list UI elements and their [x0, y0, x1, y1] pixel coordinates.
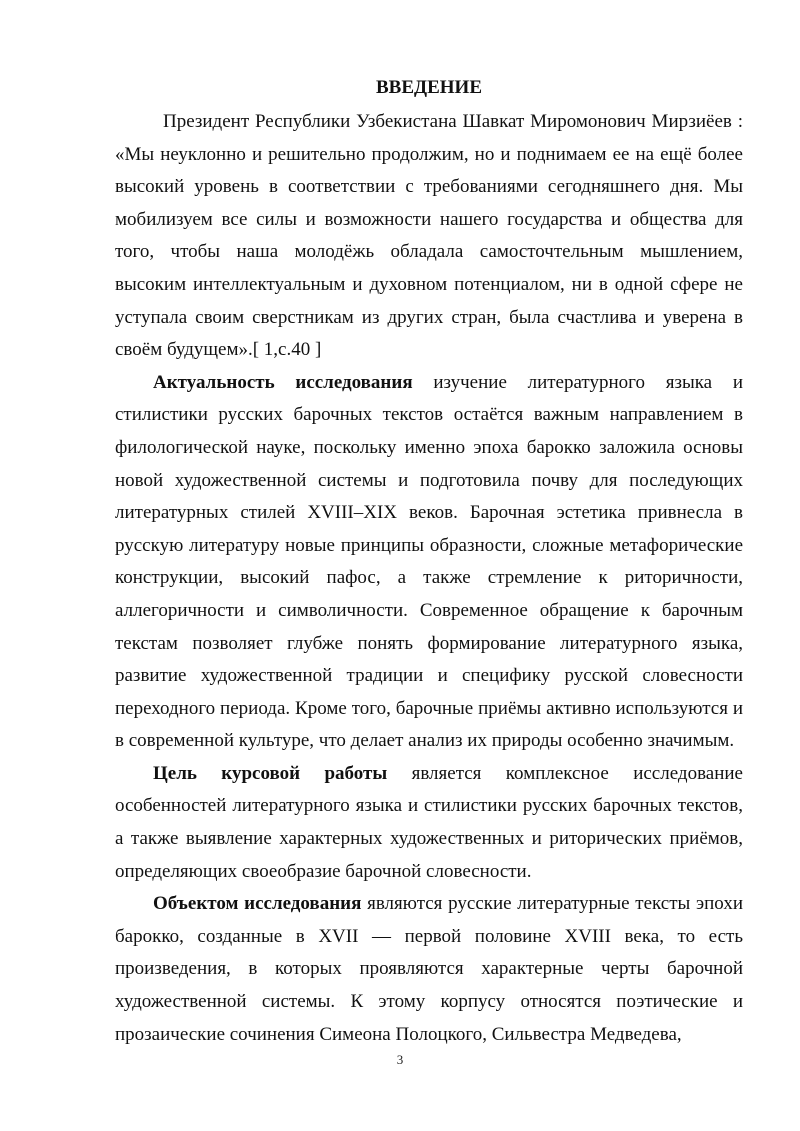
- paragraph-goal: [115, 758, 743, 888]
- paragraph-lead-goal: Цель курсовой работы: [153, 762, 388, 784]
- paragraph-text: изучение литературного языка и стилистики русских барочных текстов остаётся важным направлением в филологической науке, поскольку именно эпоха барокко заложила основы новой художественной системы и подготовила почву для последующих литературных стилей XVIII–XIX веков. Барочная эстетика привнесла в русскую литературу новые принципы образности, сложные метафорические конструкции, высокий пафос, а также стремление к риторичности, аллегоричности и символичности. Современное обращение к барочным текстам позволяет глубже понять формирование литературного языка, развитие художественной традиции и специфику русской словесности переходного периода. Кроме того, барочные приёмы активно используются и в современной культуре, что делает анализ их природы особенно значимым.: [115, 371, 743, 752]
- paragraph-president-quote: [115, 106, 743, 367]
- paragraph-object: [115, 888, 743, 1051]
- paragraph-lead-object: Объектом исследования: [153, 893, 362, 915]
- page-number: 3: [396, 1052, 404, 1067]
- paragraph-relevance: [115, 367, 743, 758]
- paragraph-text: являются русские литературные тексты эпохи барокко, созданные в XVII — первой половине XVIII века, то есть произведения, в которых проявляются характерные черты барочной художественной системы. К этому корпусу относятся поэтические и прозаические сочинения Симеона Полоцкого, Сильвестра Медведева,: [115, 893, 743, 1045]
- section-heading: ВВЕДЕНИЕ: [376, 77, 482, 98]
- page-content: [115, 74, 743, 1051]
- paragraph-lead-relevance: Актуальность исследования: [153, 371, 413, 393]
- paragraph-text: является комплексное исследование особенностей литературного языка и стилистики русских барочных текстов, а также выявление характерных художественных и риторических приёмов, определяющих своеобразие барочной словесности.: [115, 762, 743, 882]
- paragraph-text: Президент Республики Узбекистана Шавкат Миромонович Мирзиёев : «Мы неуклонно и решительно продолжим, но и поднимаем ее на ещё более высокий уровень в соответствии с требованиями сегодняшнего дня. Мы мобилизуем все силы и возможности нашего государства и общества для того, чтобы наша молодёжь обладала самосточтельным мышлением, высоким интеллектуальным и духовном потенциалом, ни в одной сфере не уступала своим сверстникам из других стран, была счастлива и уверена в своём будущем».[ 1,c.40 ]: [115, 111, 743, 361]
